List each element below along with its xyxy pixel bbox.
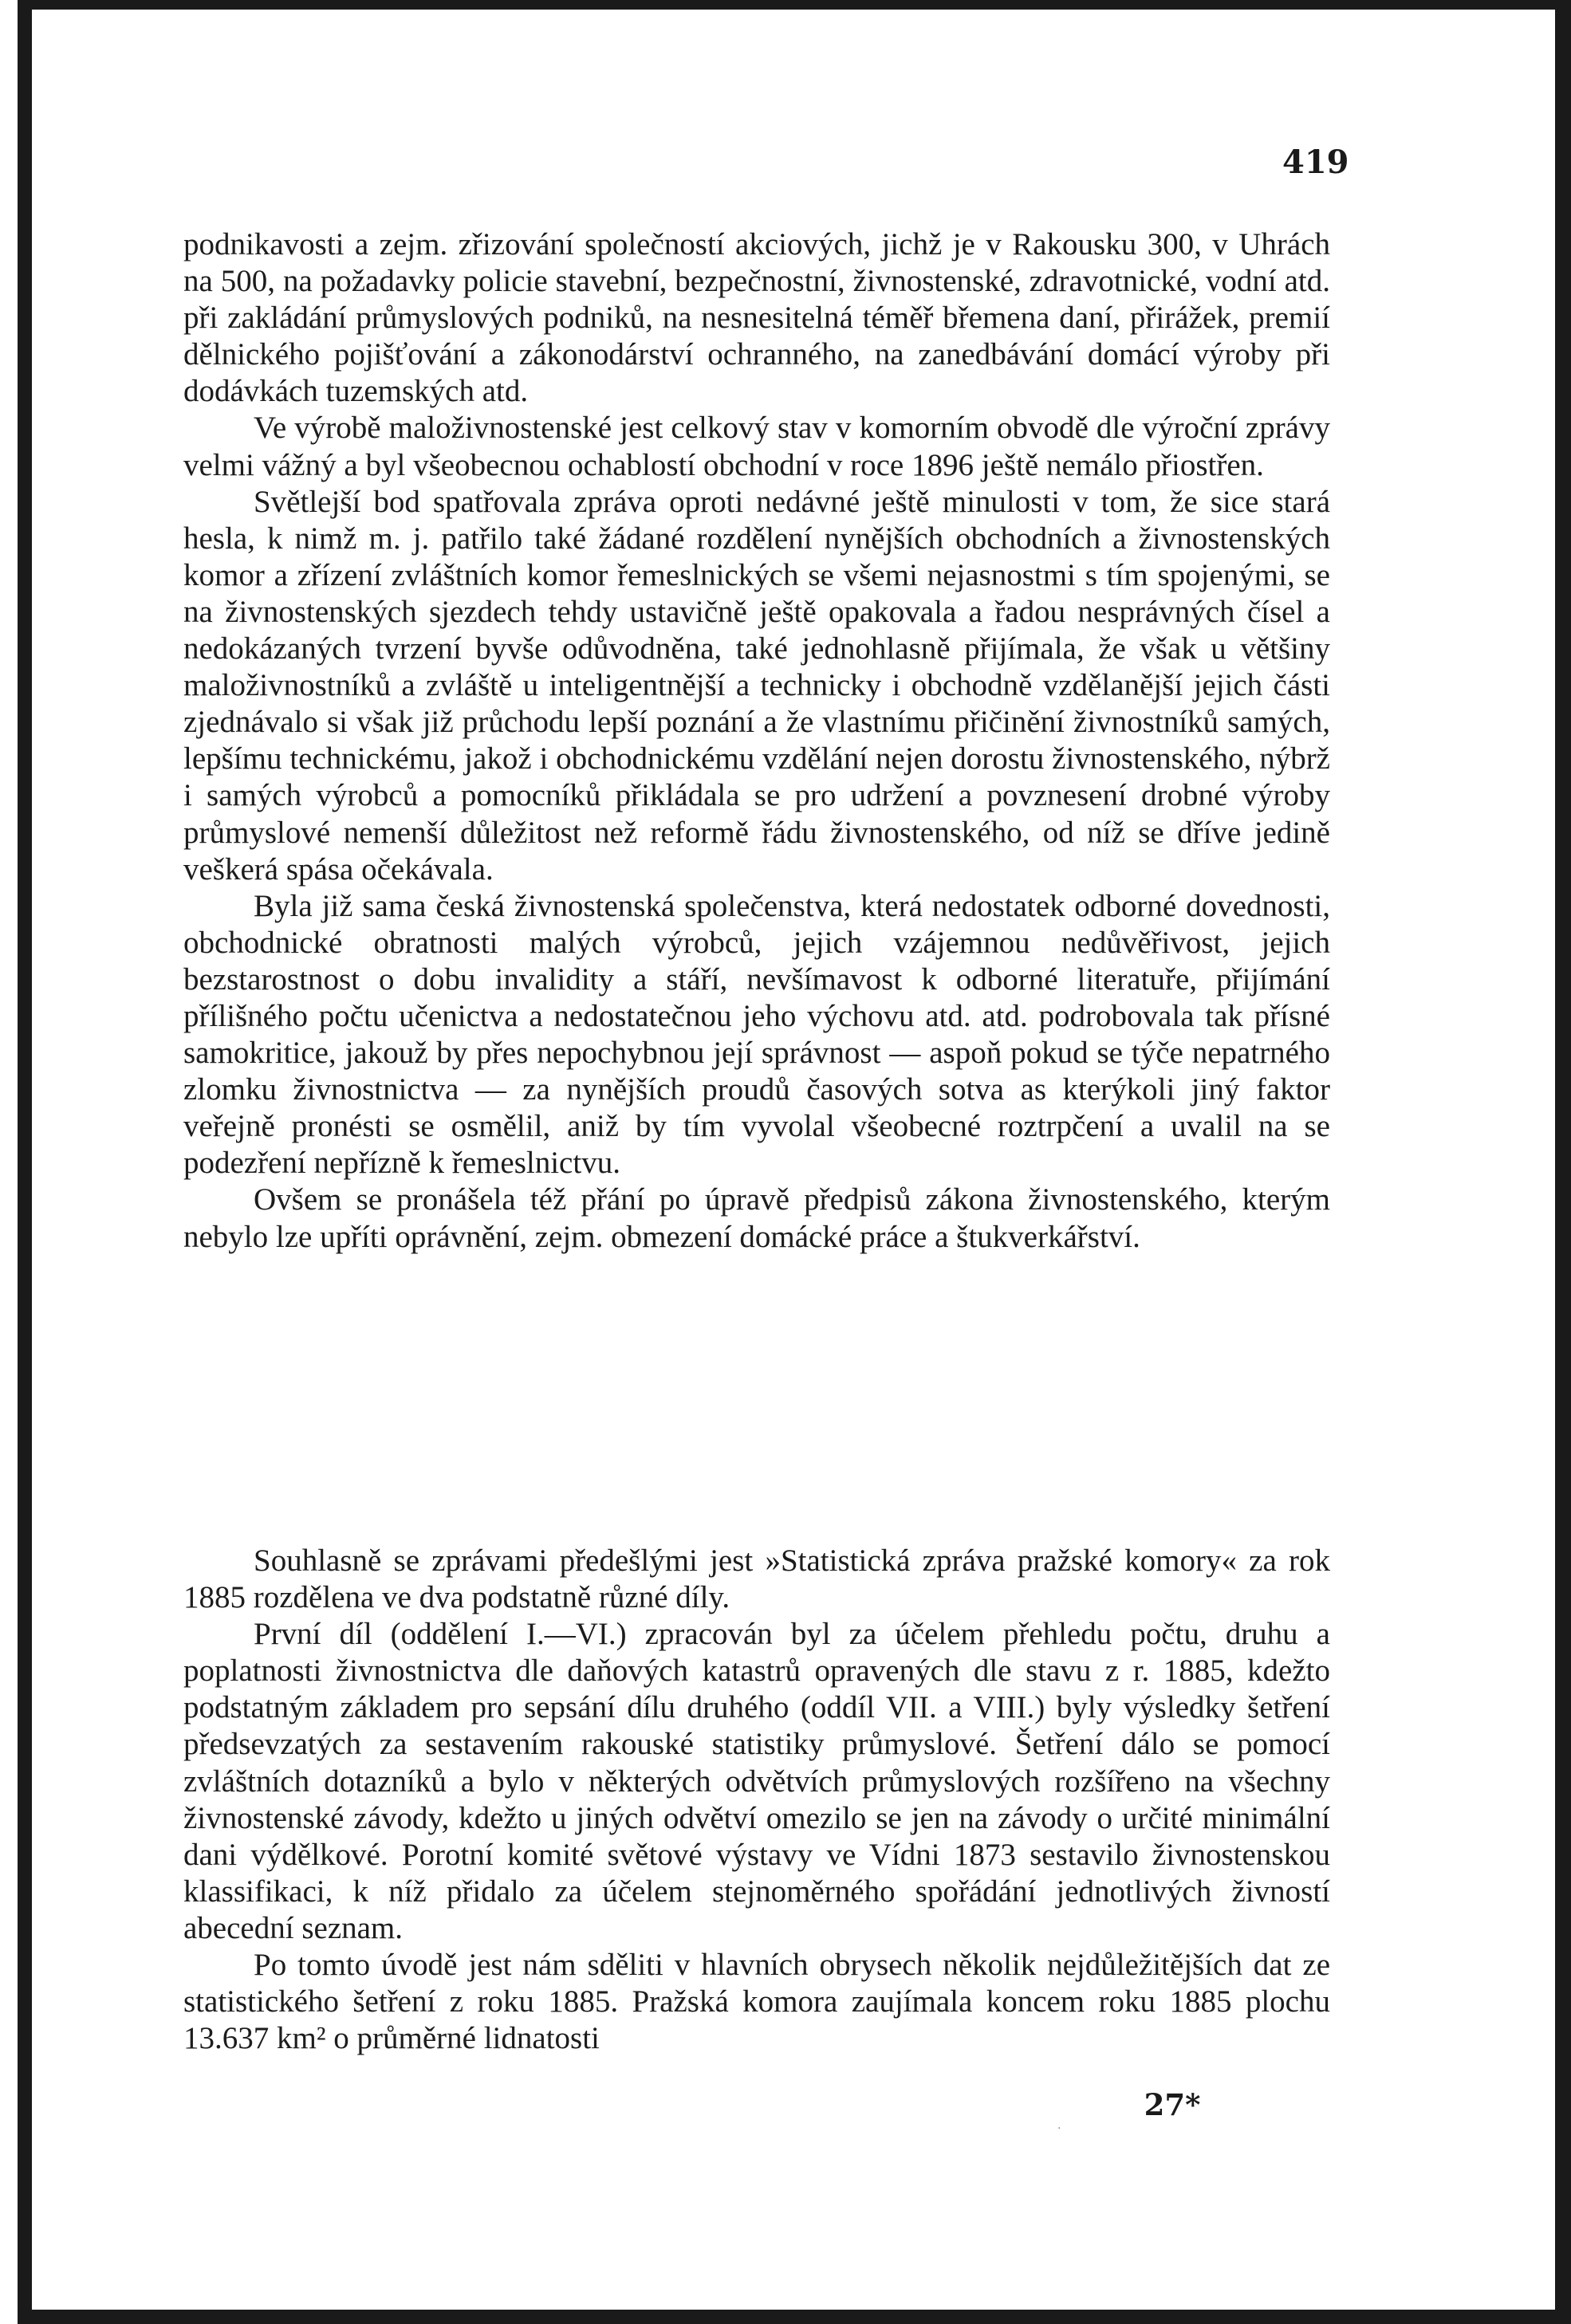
paragraph: Byla již sama česká živnostenská společenstva, která nedostatek odborné dovednosti, obchodnické obratnosti malých výrobců, jejich vzájemnou nedůvěřivost, jejich bezstarostnost o dobu invalidity a stáří, nevšímavost k odborné literatuře, přijímání přílišného počtu učenictva a nedostatečnou jeho výchovu atd. atd. podrobovala tak přísné samokritice, jakouž by přes nepochybnou její správnost — aspoň pokud se týče nepatrného zlomku živnostnictva — za nynějších proudů časových sotva as kterýkoli jiný faktor veřejně pronésti se osmělil, aniž by tím vyvolal všeobecné roztrpčení a uvalil na se podezření nepřízně k řemeslnictvu. [183, 888, 1330, 1181]
paragraph: Světlejší bod spatřovala zpráva oproti nedávné ještě minulosti v tom, že sice stará hesla, k nimž m. j. patřilo také žádané rozdělení nynějších obchodních a živnostenských komor a zřízení zvláštních komor řemeslnických se všemi nejasnostmi s tím spojenými, se na živnostenských sjezdech tehdy ustavičně ještě opakovala a řadou nesprávných čísel a nedokázaných tvrzení byvše odůvodněna, také jednohlasně přijímala, že však u většiny maloživnostníků a zvláště u inteligentnější a technicky i obchodně vzdělanější jejich části zjednávalo si však již průchodu lepší poznání a že vlastnímu přičinění živnostníků samých, lepšímu technickému, jakož i obchodnickému vzdělání nejen dorostu živnostenského, nýbrž i samých výrobců a pomocníků přikládala se pro udržení a povznesení drobné výroby průmyslové nemenší důležitost než reformě řádu živnostenského, od níž se dříve jedině veškerá spása očekávala. [183, 484, 1330, 887]
printer-signature-mark: 27* [1144, 2087, 1201, 2122]
paragraph: Ve výrobě maloživnostenské jest celkový stav v komorním obvodě dle výroční zprávy velmi vážný a byl všeobecnou ochablostí obchodní v roce 1896 ještě nemálo přiostřen. [183, 411, 1330, 482]
book-page [32, 10, 1555, 2310]
paragraph: První díl (oddělení I.—VI.) zpracován byl za účelem přehledu počtu, druhu a poplatnosti živnostnictva dle daňových katastrů opravených dle stavu z r. 1885, kdežto podstatným základem pro sepsání dílu druhého (oddíl VII. a VIII.) byly výsledky šetření předsevzatých za sestavením rakouské statistiky průmyslové. Šetření dálo se pomocí zvláštních dotazníků a bylo v některých odvětvích průmyslových rozšířeno na všechny živnostenské závody, kdežto u jiných odvětví omezilo se jen na závody o určité minimální dani výdělkové. Porotní komité světové výstavy ve Vídni 1873 sestavilo živnostenskou klassifikaci, k níž přidalo za účelem stejnoměrného spořádání jednotlivých živností abecední seznam. [183, 1617, 1330, 1945]
page-number: 419 [1282, 144, 1349, 181]
scan-edge [0, 0, 18, 2324]
paragraph: Po tomto úvodě jest nám sděliti v hlavních obrysech několik nejdůležitějších dat ze statistického šetření z roku 1885. Pražská komora zaujímala koncem roku 1885 plochu 13.637 km² o průměrné lidnatosti [183, 1948, 1330, 2056]
paragraph: podnikavosti a zejm. zřizování společností akciových, jichž je v Rakousku 300, v Uhrách na 500, na požadavky policie stavební, bezpečnostní, živnostenské, zdravotnické, vodní atd. při zakládání průmyslových podniků, na nesnesitelná téměř břemena daní, přirážek, premií dělnického pojišťování a zákonodárství ochranného, na zanedbávání domácí výroby při dodávkách tuzemských atd. [183, 227, 1330, 409]
paragraph: Souhlasně se zprávami předešlými jest »Statistická zpráva pražské komory« za rok 1885 rozdělena ve dva podstatně různé díly. [183, 1543, 1330, 1615]
scan-speck: . [1057, 2119, 1061, 2132]
section-2 [183, 1543, 1330, 2057]
section-1 [183, 226, 1330, 1256]
paragraph: Ovšem se pronášela též přání po úpravě předpisů zákona živnostenského, kterým nebylo lze upříti oprávnění, zejm. obmezení domácké práce a štukverkářství. [183, 1182, 1330, 1254]
